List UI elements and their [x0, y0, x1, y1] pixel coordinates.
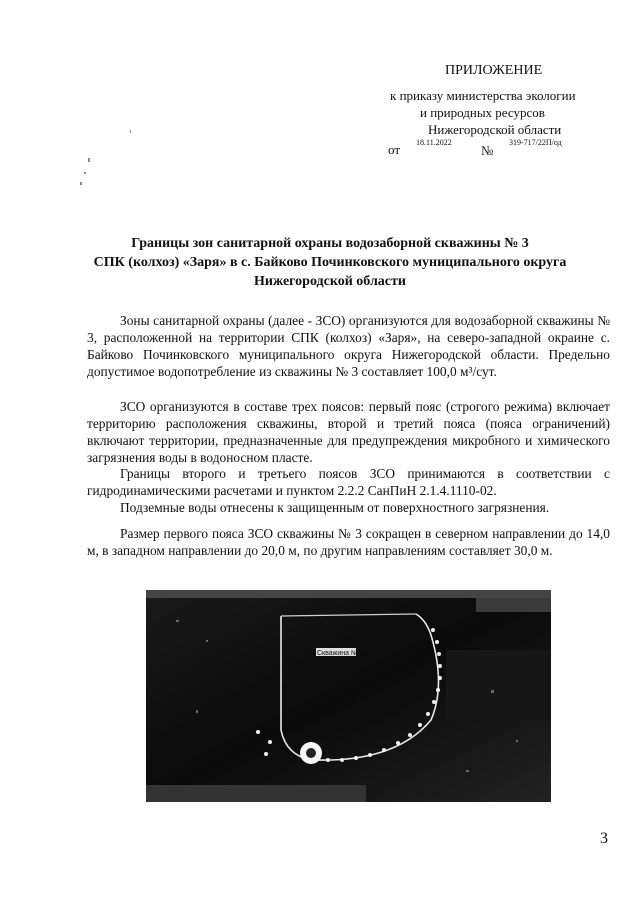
scan-speck	[88, 158, 90, 162]
scan-speck	[80, 182, 82, 185]
well-marker-center	[306, 748, 316, 758]
page-number: 3	[600, 830, 608, 847]
scan-speck	[84, 172, 86, 174]
title-line-1: Границы зон санитарной охраны водозаборной скважины № 3	[131, 236, 529, 251]
terrain-patch	[476, 598, 551, 612]
terrain-patch	[146, 785, 366, 802]
paragraph-3: Границы второго и третьего поясов ЗСО принимаются в соответствии с гидродинамическими расчетами и пунктом 2.2.2 СанПиН 2.1.4.1110-02.	[87, 466, 610, 498]
terrain-patch	[146, 590, 551, 598]
appendix-heading: ПРИЛОЖЕНИЕ	[445, 63, 543, 78]
paragraph-2: ЗСО организуются в составе трех поясов: первый пояс (строгого режима) включает территорию расположения скважины, второй и третий пояса (пояса ограничений) включают территории, предназначенные для предупреждения микробного и химического загрязнения воды в водоносном пласте.	[87, 399, 610, 465]
order-number-label: №	[481, 143, 494, 158]
order-line-3: Нижегородской области	[428, 122, 562, 137]
order-number: 319-717/22П/од	[509, 138, 562, 147]
order-from-label: от	[388, 142, 401, 157]
paragraph-5: Размер первого пояса ЗСО скважины № 3 сокращен в северном направлении до 14,0 м, в западном направлении до 20,0 м, по другим направлениям составляет 30,0 м.	[87, 526, 610, 558]
scan-speck	[130, 130, 131, 133]
paragraph-4: Подземные воды отнесены к защищенным от поверхностного загрязнения.	[120, 500, 550, 515]
document-title	[40, 234, 620, 291]
well-label: Скважина №3	[317, 650, 363, 657]
title-line-2: СПК (колхоз) «Заря» в с. Байково Починковского муниципального округа	[93, 255, 567, 270]
title-line-3: Нижегородской области	[254, 274, 406, 289]
terrain-patch	[446, 650, 551, 720]
zone-map	[146, 590, 551, 802]
paragraph-1: Зоны санитарной охраны (далее - ЗСО) организуются для водозаборной скважины № 3, расположенной на территории СПК (колхоз) «Заря», на северо-западной окраине с. Байково Починковского муниципального округа Нижегородской области. Предельно допустимое водопотребление из скважины № 3 составляет 100,0 м³/сут.	[87, 313, 610, 379]
order-line-2: и природных ресурсов	[420, 105, 545, 120]
order-line-1: к приказу министерства экологии	[390, 88, 576, 103]
zone-map-svg	[146, 590, 551, 802]
order-date: 18.11.2022	[416, 138, 452, 147]
